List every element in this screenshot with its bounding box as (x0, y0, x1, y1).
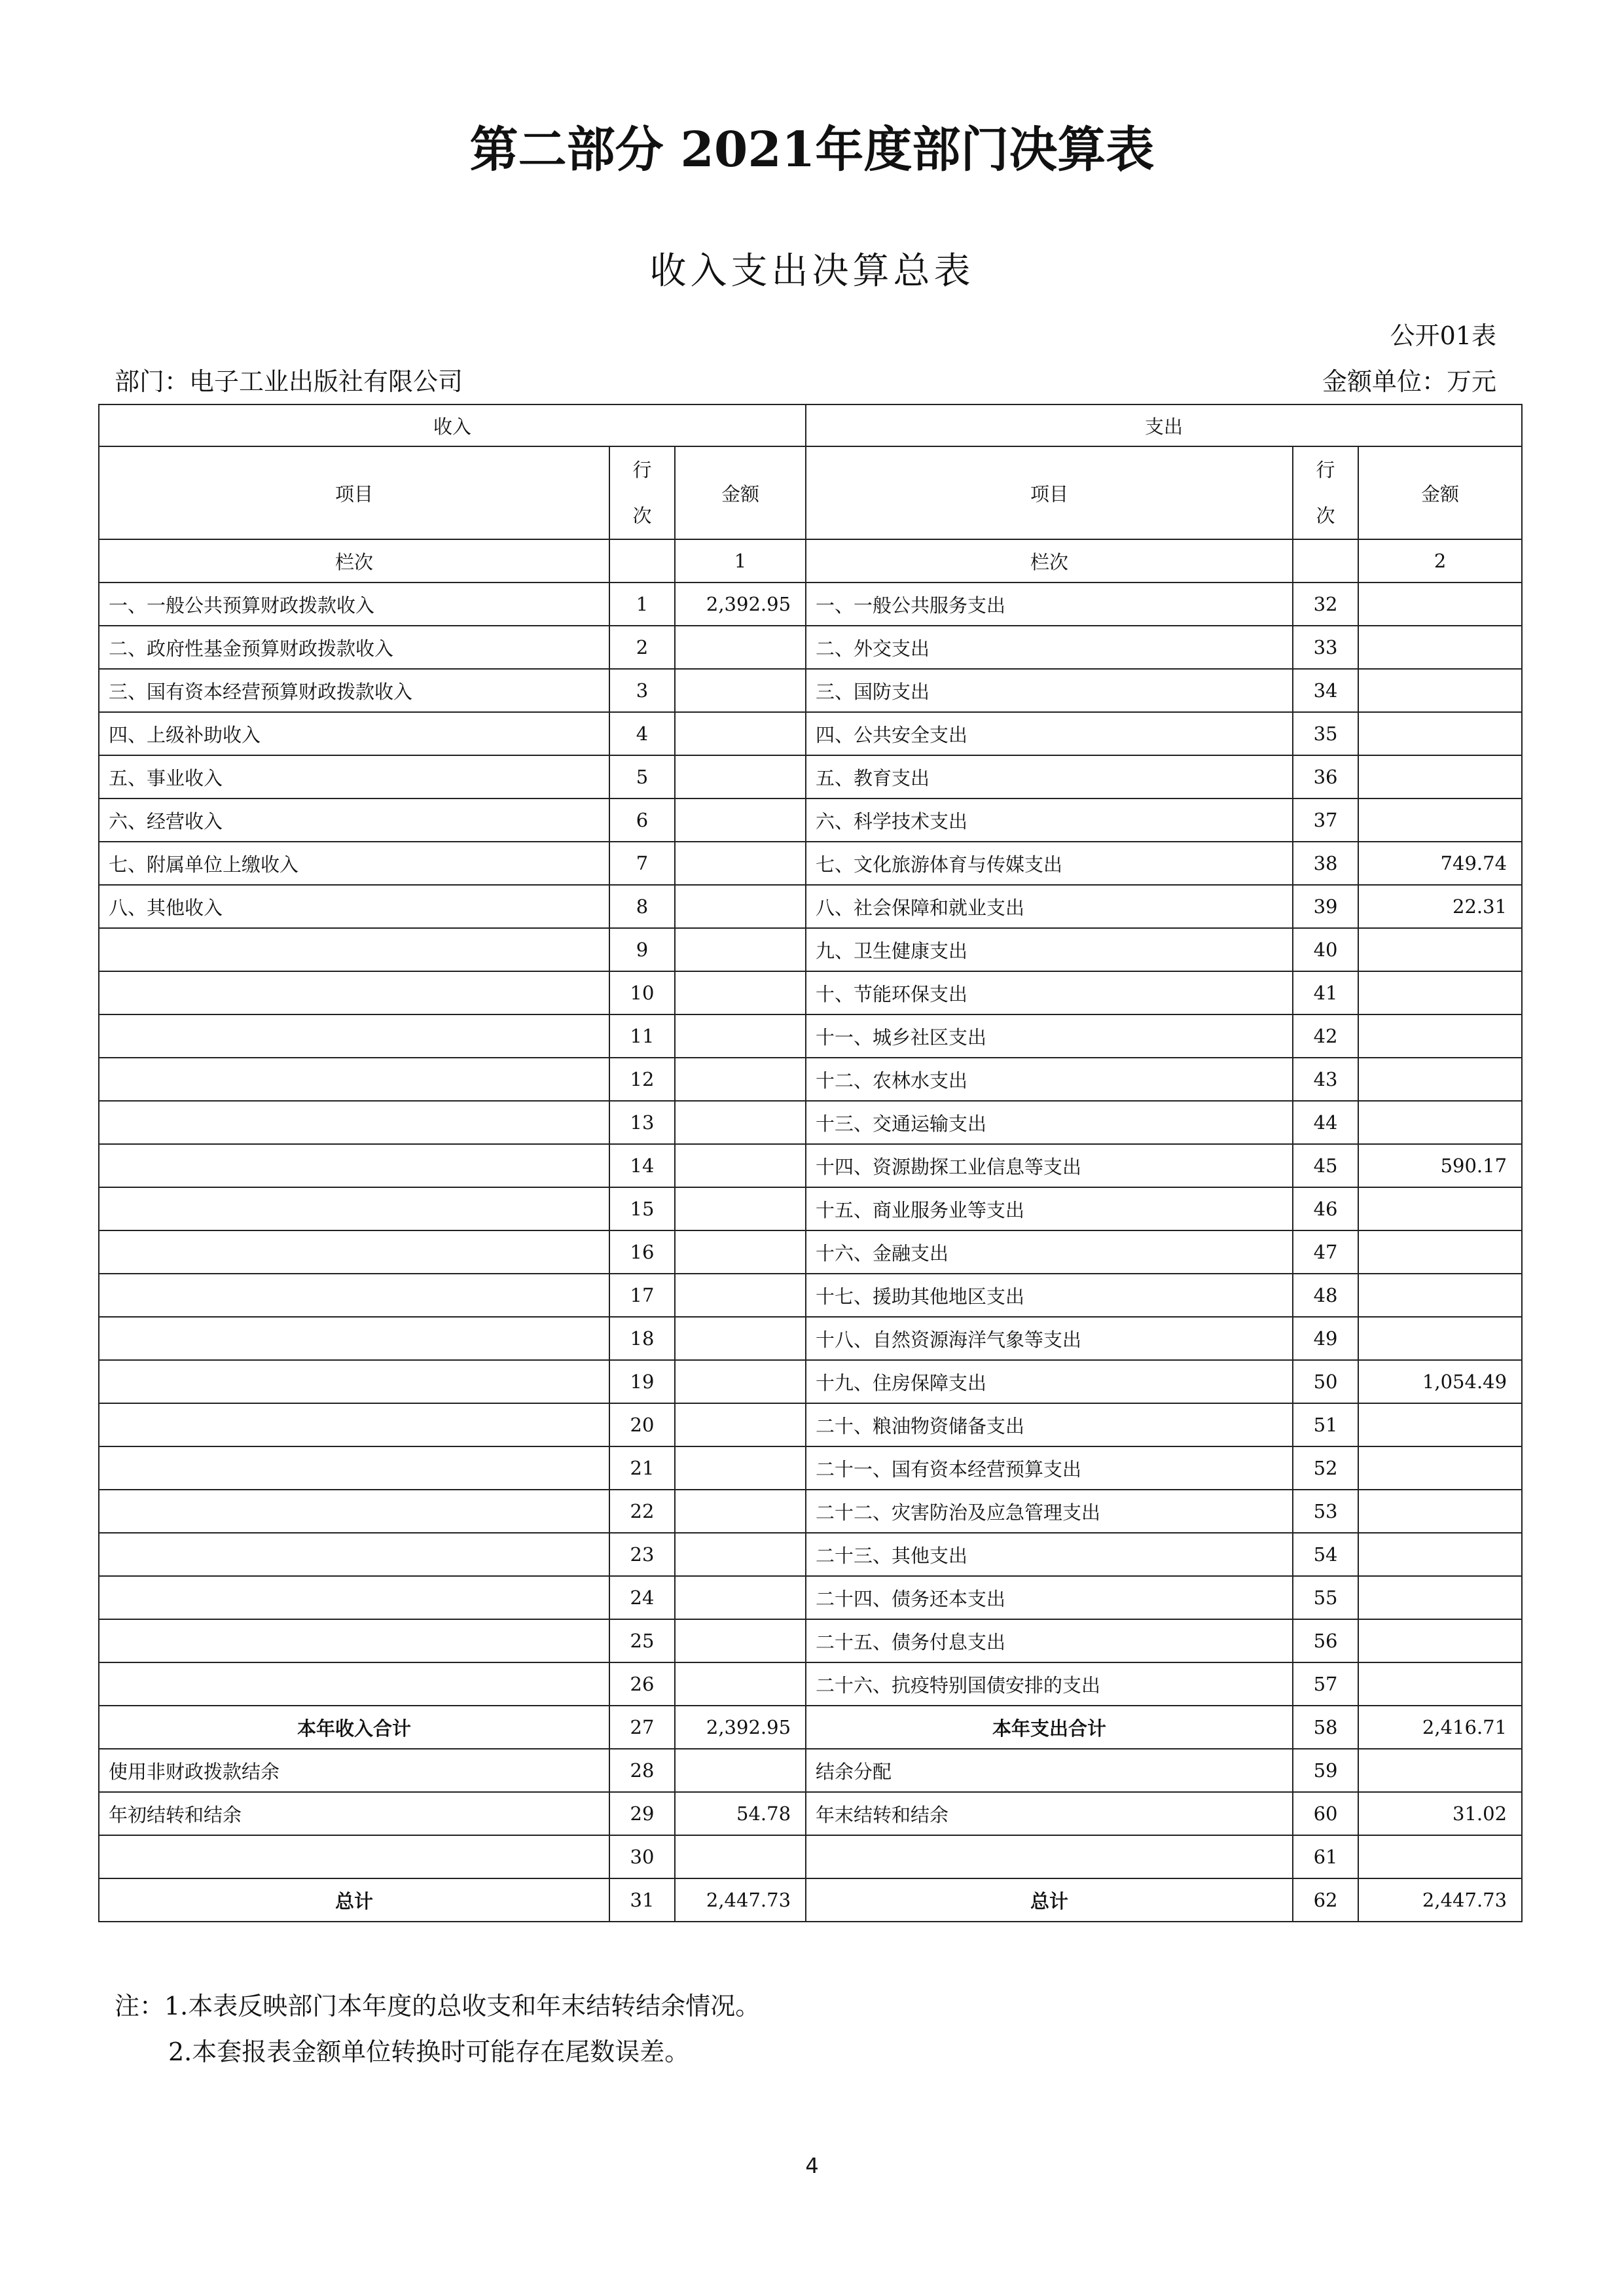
expense-row-no-header (1293, 446, 1358, 539)
income-amount-cell (675, 798, 806, 842)
income-amount-header: 金额 (675, 446, 806, 539)
income-amount-cell (675, 1619, 806, 1662)
expense-amount-cell: 590.17 (1358, 1144, 1522, 1187)
expense-amount-cell (1358, 1835, 1522, 1878)
expense-item-cell: 年末结转和结余 (806, 1792, 1293, 1835)
income-row-no-cell: 1 (609, 583, 675, 626)
expense-item-cell: 十一、城乡社区支出 (806, 1014, 1293, 1058)
table-row (99, 1360, 1522, 1403)
table-row (99, 1014, 1522, 1058)
income-item-cell (99, 1490, 609, 1533)
row-label-top: 行 (632, 459, 652, 481)
expense-row-no-cell: 62 (1293, 1878, 1358, 1922)
expense-amount-cell: 2,447.73 (1358, 1878, 1522, 1922)
row-label-bottom: 次 (1316, 505, 1335, 527)
expense-amount-cell (1358, 583, 1522, 626)
expense-item-cell: 七、文化旅游体育与传媒支出 (806, 842, 1293, 885)
income-row-no-cell: 17 (609, 1274, 675, 1317)
department-label: 部门：电子工业出版社有限公司 (115, 367, 463, 396)
income-amount-cell (675, 1533, 806, 1576)
expense-row-no-cell: 52 (1293, 1446, 1358, 1490)
note-1: 注：1.本表反映部门本年度的总收支和年末结转结余情况。 (115, 1992, 761, 2020)
table-row (99, 1490, 1522, 1533)
income-item-cell (99, 1187, 609, 1230)
income-amount-cell (675, 1274, 806, 1317)
expense-row-no-cell: 45 (1293, 1144, 1358, 1187)
expense-amount-cell (1358, 1446, 1522, 1490)
income-item-cell (99, 1317, 609, 1360)
table-row (99, 1144, 1522, 1187)
expense-item-cell: 三、国防支出 (806, 669, 1293, 712)
income-row-no-cell: 15 (609, 1187, 675, 1230)
income-item-cell (99, 1230, 609, 1274)
income-amount-cell (675, 885, 806, 928)
expense-amount-cell (1358, 1014, 1522, 1058)
expense-amount-cell (1358, 1533, 1522, 1576)
expense-item-cell: 十九、住房保障支出 (806, 1360, 1293, 1403)
expense-amount-cell: 1,054.49 (1358, 1360, 1522, 1403)
income-item-cell: 四、上级补助收入 (99, 712, 609, 755)
income-row-no-cell: 28 (609, 1749, 675, 1792)
income-item-cell (99, 971, 609, 1014)
income-row-no-cell: 14 (609, 1144, 675, 1187)
income-row-no-cell: 7 (609, 842, 675, 885)
income-row-no-cell: 2 (609, 626, 675, 669)
expense-amount-cell (1358, 1101, 1522, 1144)
income-row-no-cell: 22 (609, 1490, 675, 1533)
table-row (99, 1835, 1522, 1878)
table-row (99, 1662, 1522, 1706)
column-header-row (99, 446, 1522, 539)
expense-item-cell: 二十二、灾害防治及应急管理支出 (806, 1490, 1293, 1533)
table-row (99, 1533, 1522, 1576)
income-amount-cell (675, 1187, 806, 1230)
expense-amount-cell (1358, 971, 1522, 1014)
expense-amount-cell: 749.74 (1358, 842, 1522, 885)
section-header-row (99, 404, 1522, 446)
expense-amount-cell (1358, 1619, 1522, 1662)
expense-row-no-cell: 46 (1293, 1187, 1358, 1230)
income-amount-cell (675, 971, 806, 1014)
row-label-top: 行 (1316, 459, 1335, 481)
expense-amount-cell (1358, 1230, 1522, 1274)
income-amount-cell (675, 669, 806, 712)
table-row (99, 1619, 1522, 1662)
income-row-no-cell: 8 (609, 885, 675, 928)
income-row-no-cell: 30 (609, 1835, 675, 1878)
income-row-no-cell: 5 (609, 755, 675, 798)
expense-amount-cell (1358, 712, 1522, 755)
expense-row-no-cell: 43 (1293, 1058, 1358, 1101)
expense-row-no-cell: 55 (1293, 1576, 1358, 1619)
income-row-no-cell: 19 (609, 1360, 675, 1403)
income-amount-cell (675, 1230, 806, 1274)
income-item-cell (99, 1446, 609, 1490)
expense-amount-header: 金额 (1358, 446, 1522, 539)
income-item-cell: 三、国有资本经营预算财政拨款收入 (99, 669, 609, 712)
income-amount-cell (675, 626, 806, 669)
table-row (99, 712, 1522, 755)
expense-item-cell: 十四、资源勘探工业信息等支出 (806, 1144, 1293, 1187)
column-number-row (99, 539, 1522, 583)
expense-amount-cell (1358, 1576, 1522, 1619)
income-row-no-cell: 21 (609, 1446, 675, 1490)
expense-item-cell: 本年支出合计 (806, 1706, 1293, 1749)
income-amount-cell (675, 1360, 806, 1403)
income-item-cell (99, 1360, 609, 1403)
expense-amount-cell (1358, 1490, 1522, 1533)
notes (115, 1983, 760, 2075)
expense-row-no-cell: 58 (1293, 1706, 1358, 1749)
expense-amount-cell (1358, 1317, 1522, 1360)
table-row (99, 1274, 1522, 1317)
expense-amount-cell (1358, 1274, 1522, 1317)
table-title: 收入支出决算总表 (649, 250, 975, 293)
income-item-cell (99, 1835, 609, 1878)
expense-item-cell: 十三、交通运输支出 (806, 1101, 1293, 1144)
income-row-no-cell: 9 (609, 928, 675, 971)
table-row (99, 626, 1522, 669)
expense-row-no-cell: 37 (1293, 798, 1358, 842)
income-amount-cell: 2,392.95 (675, 583, 806, 626)
expense-amount-cell (1358, 798, 1522, 842)
income-column-number: 1 (675, 539, 806, 583)
expense-amount-cell (1358, 1662, 1522, 1706)
table-row (99, 1101, 1522, 1144)
table-row (99, 1446, 1522, 1490)
expense-row-no-cell: 61 (1293, 1835, 1358, 1878)
expense-item-cell: 总计 (806, 1878, 1293, 1922)
expense-amount-cell (1358, 928, 1522, 971)
expense-amount-cell: 2,416.71 (1358, 1706, 1522, 1749)
expense-amount-cell (1358, 1058, 1522, 1101)
income-row-no-cell: 13 (609, 1101, 675, 1144)
income-header: 收入 (99, 404, 806, 446)
expense-item-cell: 十五、商业服务业等支出 (806, 1187, 1293, 1230)
expense-item-cell: 十二、农林水支出 (806, 1058, 1293, 1101)
income-row-no-cell: 24 (609, 1576, 675, 1619)
expense-amount-cell (1358, 626, 1522, 669)
page-number: 4 (805, 2153, 819, 2178)
expense-item-cell: 二十一、国有资本经营预算支出 (806, 1446, 1293, 1490)
income-amount-cell (675, 1835, 806, 1878)
income-row-no-cell: 20 (609, 1403, 675, 1446)
expense-row-no-cell: 53 (1293, 1490, 1358, 1533)
expense-row-no-cell: 49 (1293, 1317, 1358, 1360)
income-item-cell: 八、其他收入 (99, 885, 609, 928)
expense-row-no-cell: 59 (1293, 1749, 1358, 1792)
income-amount-cell (675, 1403, 806, 1446)
expense-row-no-cell: 32 (1293, 583, 1358, 626)
income-item-cell (99, 1662, 609, 1706)
expense-item-cell: 二十、粮油物资储备支出 (806, 1403, 1293, 1446)
expense-item-cell: 八、社会保障和就业支出 (806, 885, 1293, 928)
income-column-label: 栏次 (99, 539, 609, 583)
income-amount-cell (675, 1317, 806, 1360)
table-body (99, 404, 1522, 1922)
income-row-no-cell: 16 (609, 1230, 675, 1274)
table-row (99, 971, 1522, 1014)
expense-item-cell: 二十五、债务付息支出 (806, 1619, 1293, 1662)
income-row-no-cell: 26 (609, 1662, 675, 1706)
income-item-cell: 使用非财政拨款结余 (99, 1749, 609, 1792)
form-number: 公开01表 (1390, 321, 1496, 350)
total-row (99, 1878, 1522, 1922)
table-row (99, 798, 1522, 842)
income-item-cell: 总计 (99, 1878, 609, 1922)
expense-item-cell: 二、外交支出 (806, 626, 1293, 669)
income-row-no-cell: 11 (609, 1014, 675, 1058)
income-item-cell: 七、附属单位上缴收入 (99, 842, 609, 885)
table-row (99, 583, 1522, 626)
expense-row-no-cell: 34 (1293, 669, 1358, 712)
income-item-cell: 五、事业收入 (99, 755, 609, 798)
expense-item-cell: 二十六、抗疫特别国债安排的支出 (806, 1662, 1293, 1706)
income-item-cell (99, 1144, 609, 1187)
expense-item-cell: 五、教育支出 (806, 755, 1293, 798)
expense-amount-cell: 31.02 (1358, 1792, 1522, 1835)
expense-row-no-cell: 51 (1293, 1403, 1358, 1446)
expense-row-no-cell: 41 (1293, 971, 1358, 1014)
income-row-no-cell: 23 (609, 1533, 675, 1576)
table-row (99, 885, 1522, 928)
income-amount-cell (675, 1058, 806, 1101)
income-item-cell (99, 1403, 609, 1446)
expense-amount-cell (1358, 1749, 1522, 1792)
table-row (99, 1230, 1522, 1274)
empty-cell (609, 539, 675, 583)
page-title: 第二部分 2021年度部门决算表 (469, 122, 1155, 178)
table-row (99, 1403, 1522, 1446)
expense-column-number: 2 (1358, 539, 1522, 583)
expense-item-cell: 二十四、债务还本支出 (806, 1576, 1293, 1619)
table-row (99, 842, 1522, 885)
expense-row-no-cell: 50 (1293, 1360, 1358, 1403)
row-label-bottom: 次 (632, 505, 652, 527)
income-amount-cell (675, 1446, 806, 1490)
expense-row-no-cell: 36 (1293, 755, 1358, 798)
expense-amount-cell (1358, 669, 1522, 712)
income-item-cell (99, 1058, 609, 1101)
table-row (99, 1576, 1522, 1619)
income-item-cell (99, 1274, 609, 1317)
expense-item-cell: 十七、援助其他地区支出 (806, 1274, 1293, 1317)
expense-item-header: 项目 (806, 446, 1293, 539)
expense-item-cell: 结余分配 (806, 1749, 1293, 1792)
expense-row-no-cell: 40 (1293, 928, 1358, 971)
income-item-cell: 二、政府性基金预算财政拨款收入 (99, 626, 609, 669)
expense-item-cell: 十六、金融支出 (806, 1230, 1293, 1274)
table-row (99, 1058, 1522, 1101)
unit-label: 金额单位：万元 (1322, 367, 1496, 396)
expense-column-label: 栏次 (806, 539, 1293, 583)
income-expense-table (98, 404, 1523, 1922)
income-amount-cell (675, 842, 806, 885)
expense-row-no-cell: 35 (1293, 712, 1358, 755)
income-amount-cell (675, 1144, 806, 1187)
expense-row-no-cell: 47 (1293, 1230, 1358, 1274)
expense-row-no-cell: 60 (1293, 1792, 1358, 1835)
income-item-cell: 六、经营收入 (99, 798, 609, 842)
expense-amount-cell: 22.31 (1358, 885, 1522, 928)
income-amount-cell: 2,447.73 (675, 1878, 806, 1922)
income-amount-cell (675, 1576, 806, 1619)
income-row-no-cell: 6 (609, 798, 675, 842)
expense-row-no-cell: 56 (1293, 1619, 1358, 1662)
expense-header: 支出 (806, 404, 1522, 446)
income-item-cell: 年初结转和结余 (99, 1792, 609, 1835)
expense-row-no-cell: 44 (1293, 1101, 1358, 1144)
income-row-no-header (609, 446, 675, 539)
subtotal-row (99, 1706, 1522, 1749)
income-item-cell: 本年收入合计 (99, 1706, 609, 1749)
expense-item-cell: 六、科学技术支出 (806, 798, 1293, 842)
income-row-no-cell: 31 (609, 1878, 675, 1922)
expense-item-cell: 一、一般公共服务支出 (806, 583, 1293, 626)
expense-item-cell: 十八、自然资源海洋气象等支出 (806, 1317, 1293, 1360)
expense-item-cell: 四、公共安全支出 (806, 712, 1293, 755)
income-item-header: 项目 (99, 446, 609, 539)
note-2: 2.本套报表金额单位转换时可能存在尾数误差。 (168, 2037, 690, 2066)
income-amount-cell: 54.78 (675, 1792, 806, 1835)
expense-row-no-cell: 57 (1293, 1662, 1358, 1706)
income-row-no-cell: 3 (609, 669, 675, 712)
income-amount-cell (675, 755, 806, 798)
expense-item-cell: 九、卫生健康支出 (806, 928, 1293, 971)
income-item-cell (99, 1576, 609, 1619)
expense-row-no-cell: 54 (1293, 1533, 1358, 1576)
income-item-cell (99, 1533, 609, 1576)
income-row-no-cell: 18 (609, 1317, 675, 1360)
income-item-cell (99, 1619, 609, 1662)
expense-amount-cell (1358, 1403, 1522, 1446)
income-item-cell (99, 1101, 609, 1144)
table-row (99, 1749, 1522, 1792)
table-row (99, 669, 1522, 712)
table-row (99, 755, 1522, 798)
expense-row-no-cell: 33 (1293, 626, 1358, 669)
expense-row-no-cell: 38 (1293, 842, 1358, 885)
expense-amount-cell (1358, 755, 1522, 798)
income-amount-cell (675, 712, 806, 755)
table-row (99, 1792, 1522, 1835)
empty-cell (1293, 539, 1358, 583)
income-row-no-cell: 12 (609, 1058, 675, 1101)
income-amount-cell (675, 1662, 806, 1706)
income-item-cell: 一、一般公共预算财政拨款收入 (99, 583, 609, 626)
table-row (99, 1187, 1522, 1230)
expense-item-cell: 十、节能环保支出 (806, 971, 1293, 1014)
income-row-no-cell: 25 (609, 1619, 675, 1662)
table-row (99, 928, 1522, 971)
income-row-no-cell: 29 (609, 1792, 675, 1835)
expense-row-no-cell: 39 (1293, 885, 1358, 928)
income-amount-cell (675, 928, 806, 971)
income-row-no-cell: 4 (609, 712, 675, 755)
income-amount-cell (675, 1014, 806, 1058)
expense-amount-cell (1358, 1187, 1522, 1230)
expense-item-cell: 二十三、其他支出 (806, 1533, 1293, 1576)
income-item-cell (99, 928, 609, 971)
income-amount-cell (675, 1490, 806, 1533)
expense-item-cell (806, 1835, 1293, 1878)
income-row-no-cell: 10 (609, 971, 675, 1014)
expense-row-no-cell: 42 (1293, 1014, 1358, 1058)
income-amount-cell (675, 1101, 806, 1144)
expense-row-no-cell: 48 (1293, 1274, 1358, 1317)
income-amount-cell (675, 1749, 806, 1792)
table-row (99, 1317, 1522, 1360)
income-row-no-cell: 27 (609, 1706, 675, 1749)
income-item-cell (99, 1014, 609, 1058)
income-amount-cell: 2,392.95 (675, 1706, 806, 1749)
